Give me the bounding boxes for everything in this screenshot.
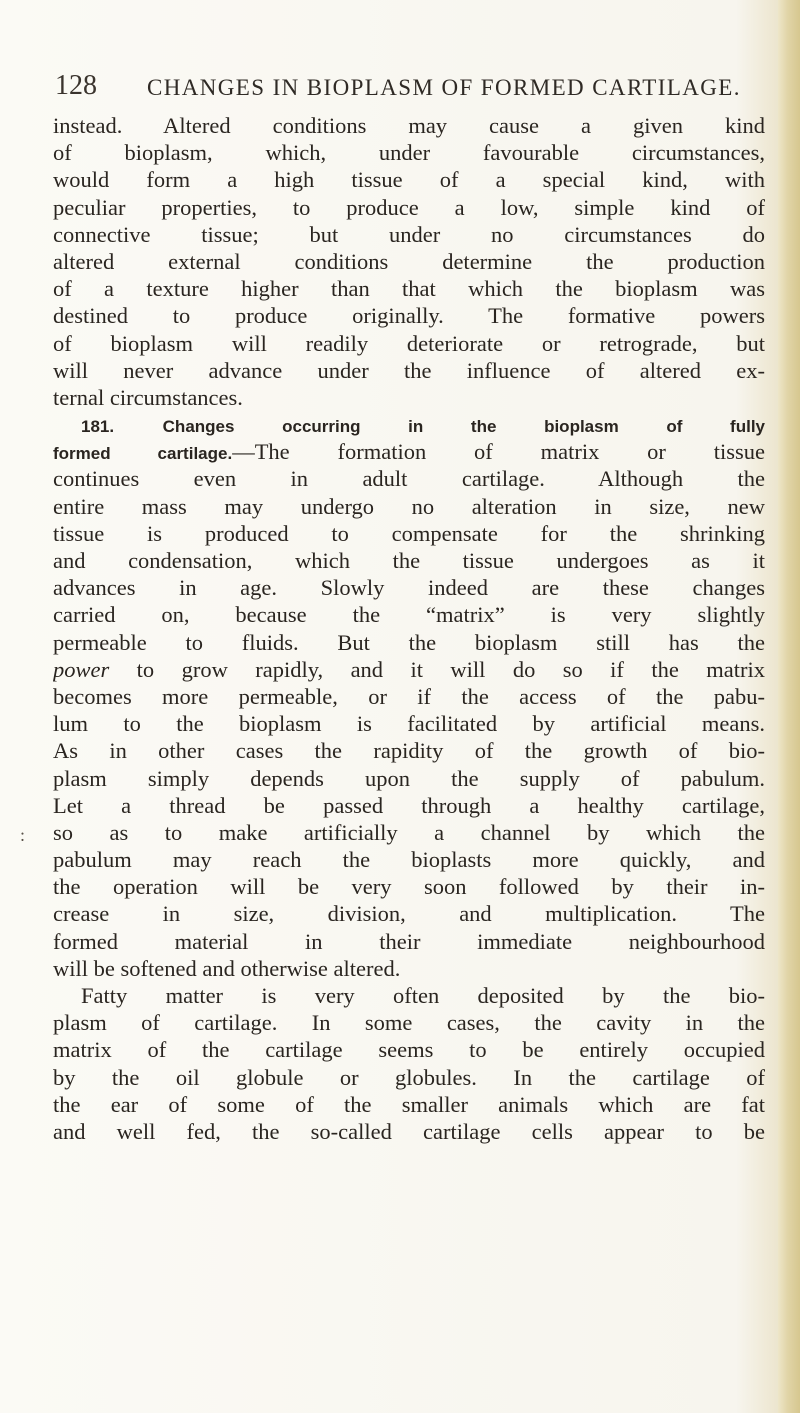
text-line: becomes more permeable, or if the access of the pabu- xyxy=(53,683,765,709)
text-line: of a texture higher than that which the bioplasm was xyxy=(53,276,765,302)
text-line: tissue is produced to compensate for the shrinking xyxy=(53,520,765,546)
page-header xyxy=(55,70,755,110)
text-line: Let a thread be passed through a healthy cartilage, xyxy=(53,792,765,818)
text-line: permeable to fluids. But the bioplasm still has the xyxy=(53,629,765,655)
section-title: Changes occurring in the bioplasm of fully xyxy=(162,417,765,437)
text-line: by the oil globule or globules. In the cartilage of xyxy=(53,1064,765,1090)
text-line: plasm simply depends upon the supply of pabulum. xyxy=(53,765,765,791)
text-line: the ear of some of the smaller animals which are fat xyxy=(53,1091,765,1117)
text-line: instead. Altered conditions may cause a given kind xyxy=(53,113,765,138)
text-line: continues even in adult cartilage. Although the xyxy=(53,466,765,492)
text-line: and condensation, which the tissue undergoes as it xyxy=(53,548,765,573)
text-line: will be softened and otherwise altered. xyxy=(53,955,401,981)
text-line: altered external conditions determine the production xyxy=(53,248,765,274)
text-line: will never advance under the influence of altered ex- xyxy=(53,357,765,383)
text-line: plasm of cartilage. In some cases, the cavity in the xyxy=(53,1010,765,1036)
text-line: so as to make artificially a channel by which the xyxy=(53,819,765,845)
text-line: carried on, because the “matrix” is very slightly xyxy=(53,602,765,628)
section-heading-line xyxy=(53,411,765,438)
text-line-rest: to grow rapidly, and it will do so if the matrix xyxy=(109,656,765,682)
page-number: 128 xyxy=(55,70,97,101)
text-line: matrix of the cartilage seems to be entirely occupied xyxy=(53,1037,765,1063)
text-line: lum to the bioplasm is facilitated by artificial means. xyxy=(53,711,765,737)
margin-mark: : xyxy=(20,825,26,845)
text-line: peculiar properties, to produce a low, simple kind of xyxy=(53,194,765,220)
text-line: connective tissue; but under no circumstances do xyxy=(53,221,765,247)
text-line: advances in age. Slowly indeed are these changes xyxy=(53,575,765,601)
body-text xyxy=(53,112,765,1145)
section-heading-line xyxy=(53,438,765,465)
section-number: 181. xyxy=(81,417,115,437)
text-line: of bioplasm will readily deteriorate or retrograde, but xyxy=(53,330,765,356)
text-line xyxy=(53,656,765,683)
italic-word: power xyxy=(53,656,110,682)
page-edge-shadow xyxy=(778,0,800,1413)
text-line: the operation will be very soon followed by their in- xyxy=(53,874,765,900)
text-line: entire mass may undergo no alteration in size, new xyxy=(53,493,765,519)
text-line: As in other cases the rapidity of the growth of bio- xyxy=(53,738,765,764)
text-line: would form a high tissue of a special kind, with xyxy=(53,167,765,193)
text-line: pabulum may reach the bioplasts more quickly, and xyxy=(53,847,765,873)
running-head: CHANGES IN BIOPLASM OF FORMED CARTILAGE. xyxy=(147,75,741,100)
section-first-text: —The formation of matrix or tissue xyxy=(232,439,765,465)
section-title-continued: formed cartilage. xyxy=(53,444,233,464)
text-line: destined to produce originally. The formative powers xyxy=(53,303,765,329)
text-line: ternal circumstances. xyxy=(53,384,243,410)
text-line: and well fed, the so-called cartilage cells appear to be xyxy=(53,1118,765,1144)
text-line: of bioplasm, which, under favourable circumstances, xyxy=(53,140,765,166)
text-line: Fatty matter is very often deposited by the bio- xyxy=(81,983,765,1008)
text-line: formed material in their immediate neighbourhood xyxy=(53,928,765,954)
text-line: crease in size, division, and multiplication. The xyxy=(53,901,765,927)
